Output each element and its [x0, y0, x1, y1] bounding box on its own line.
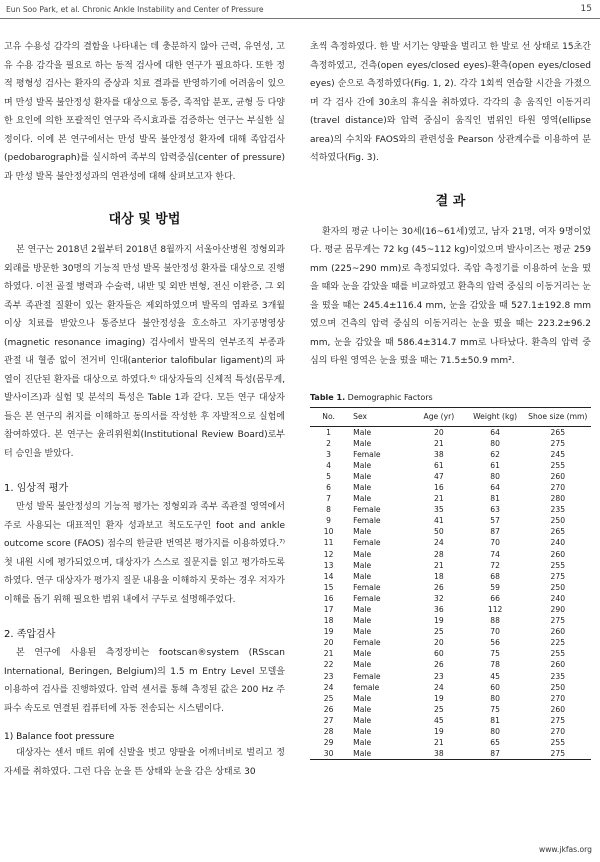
cell-sex: Male: [353, 527, 372, 537]
table-row: [310, 626, 591, 637]
cell-sex: Female: [353, 505, 381, 515]
cell-weight: 80: [490, 693, 500, 703]
cell-shoe-size: 255: [550, 649, 566, 659]
cell-sex: Female: [353, 449, 381, 459]
left-column: [4, 38, 285, 781]
section-2-1-heading: 1) Balance foot pressure: [4, 732, 115, 742]
results-paragraph: 환자의 평균 나이는 30세(16~61세)였고, 남자 21명, 여자 9명이었다. 평균 몸무게는 72 kg (45~112 kg)이었으며 발사이즈는 평균 259 mm (225~290 mm)로 측정되었다. 족압 측정기를 이용하여 눈을 떴을 때와 눈을 감았을 때를 비교하였고 환측의 압력 중심의 이동거리는 눈을 떴을 때는 245.4±116.4 mm, 눈을 감았을 때 527.1±192.8 mm였으며 건측의 압력 중심의 이동거리는 눈을 떴을 때는 223.2±96.2 mm, 눈을 감았을 때 586.4±314.7 mm로 나타났다. 환측의 압력 중심의 타원 영역은 눈을 떴을 때는 71.5±50.9 mm².: [310, 226, 591, 366]
cell-no: 26: [323, 704, 334, 714]
methods-heading: 대상 및 방법: [108, 212, 181, 227]
cell-weight: 65: [490, 738, 500, 748]
cell-age: 26: [434, 660, 444, 670]
cell-weight: 80: [490, 438, 500, 448]
cell-no: 22: [323, 660, 334, 670]
cell-sex: Male: [353, 627, 372, 637]
table-row: [310, 493, 591, 504]
cell-weight: 70: [490, 627, 500, 637]
cell-sex: Female: [353, 516, 381, 526]
table-row: [310, 615, 591, 626]
section-1-heading: 1. 임상적 평가: [4, 483, 69, 494]
table-header-row: [310, 407, 591, 426]
cell-age: 19: [434, 693, 444, 703]
table-row: [310, 526, 591, 537]
cell-sex: Male: [347, 748, 412, 760]
table-row: [310, 604, 591, 615]
cell-age: 16: [434, 482, 444, 492]
cell-weight: 56: [490, 638, 500, 648]
cell-sex: Male: [353, 427, 372, 437]
cell-no: 11: [323, 538, 334, 548]
cell-shoe-size: 255: [550, 460, 566, 470]
cell-no: 19: [323, 627, 334, 637]
section-1-paragraph: 만성 발목 불안정성의 기능적 평가는 정형외과 족부 족관절 영역에서 주로 사용되는 대표적인 환자 성과보고 척도도구인 foot and ankle outcome score (FAOS) 점수의 한글판 번역본 평가지를 이용하였다.⁷⁾ 첫 내원 시에 평가되었으며, 대상자가 스스로 질문지를 읽고 평가하도록 하였다. 연구 대상자가 평가지 질문 내용을 이해하지 못하는 경우 저자가 이해를 돕기 위해 필요한 범위 내에서 구두로 설명해주었다.: [4, 502, 285, 605]
cell-shoe-size: 255: [550, 738, 566, 748]
cell-no: 4: [326, 460, 331, 470]
cell-no: 14: [323, 571, 334, 581]
cell-no: 10: [323, 527, 334, 537]
cell-weight: 45: [490, 671, 500, 681]
cell-shoe-size: 275: [550, 438, 566, 448]
cell-sex: Male: [353, 571, 372, 581]
col-header-no: No.: [310, 407, 347, 426]
table-row: [310, 460, 591, 471]
table-row: [310, 704, 591, 715]
cell-no: 24: [323, 682, 334, 692]
cell-age: 21: [434, 738, 444, 748]
cell-weight: 112: [487, 605, 503, 614]
cell-no: 2: [326, 438, 331, 448]
running-head-text: Eun Soo Park, et al. Chronic Ankle Instability and Center of Pressure: [6, 5, 264, 14]
cell-no: 25: [323, 693, 334, 703]
table-row: [310, 482, 591, 493]
cell-no: 17: [323, 605, 334, 614]
cell-weight: 64: [490, 427, 500, 437]
demographic-table: [310, 407, 591, 761]
cell-age: 20: [434, 427, 444, 437]
cell-shoe-size: 275: [550, 616, 566, 626]
cell-shoe-size: 260: [550, 471, 566, 481]
cell-age: 32: [434, 593, 444, 603]
cell-no: 5: [326, 471, 331, 481]
cell-weight: 61: [490, 460, 500, 470]
cell-weight: 72: [490, 560, 500, 570]
table-caption: [310, 393, 591, 402]
cell-age: 61: [434, 460, 444, 470]
cell-shoe-size: 260: [550, 627, 566, 637]
cell-shoe-size: 290: [550, 605, 566, 614]
cell-no: 28: [323, 727, 334, 737]
cell-weight: 75: [490, 649, 500, 659]
table-row: [310, 571, 591, 582]
cell-shoe-size: 275: [550, 715, 566, 725]
cell-sex: Female: [353, 671, 381, 681]
cell-no: 16: [323, 593, 334, 603]
table-row: [310, 748, 591, 760]
table-row: [310, 659, 591, 670]
cell-weight: 87: [466, 748, 525, 760]
cell-shoe-size: 250: [550, 516, 566, 526]
cell-shoe-size: 250: [550, 582, 566, 592]
cell-no: 20: [323, 638, 334, 648]
cell-no: 13: [323, 560, 334, 570]
cell-weight: 80: [490, 727, 500, 737]
cell-sex: Male: [353, 460, 372, 470]
cell-weight: 75: [490, 704, 500, 714]
results-heading: 결 과: [435, 193, 466, 209]
methods-paragraph: 본 연구는 2018년 2월부터 2018년 8월까지 서울아산병원 정형외과 외래를 방문한 30명의 기능적 만성 발목 불안정성 환자를 대상으로 진행하였다. 이전 골절 병력과 수술력, 내반 및 외반 변형, 전신 이완증, 그 외 족부 족관절 질환이 있는 환자들은 제외하였으며 발목의 염좌로 3개월 이상 치료를 받았으나 통증보다 불안정성을 호소하고 자기공명영상(magnetic resonance imaging) 검사에서 발목의 연부조직 부종과 관절 내 혈종 없이 전거비 인대(anterior talofibular ligament)의 파열이 진단된 환자를 대상으로 하였다.⁶⁾ 대상자들의 신체적 특성(몸무게, 발사이즈)과 실험 및 분석의 특성은 Table 1과 같다. 모든 연구 대상자들은 본 연구의 취지를 이해하고 동의서를 작성한 후 자발적으로 실험에 참여하였다. 본 연구는 윤리위원회(Institutional Review Board)로부터 승인을 받았다.: [4, 245, 285, 459]
cell-sex: Male: [353, 649, 372, 659]
cell-no: 9: [326, 516, 331, 526]
cell-shoe-size: 240: [550, 538, 566, 548]
cell-weight: 81: [490, 494, 500, 504]
cell-age: 24: [434, 682, 444, 692]
table-row: [310, 648, 591, 659]
table-caption-label: Table 1.: [310, 392, 346, 402]
cell-sex: Male: [353, 738, 372, 748]
table-caption-text: Demographic Factors: [347, 392, 433, 402]
continued-paragraph: 초씩 측정하였다. 한 발 서기는 양팔을 벌리고 한 발로 선 상태로 15초간 측정하였고, 건측(open eyes/closed eyes)-환측(open eyes/closed eyes) 순으로 측정하였다(Fig. 1, 2). 각각 1회씩 연습할 시간을 가졌으며 각 검사 간에 30초의 휴식을 취하였다. 각각의 총 움직인 이동거리(travel distance)와 압력 중심이 움직인 범위인 타원 영역(ellipse area)의 수치와 FAOS와의 관련성을 Pearson 상관계수를 이용하여 분석하였다(Fig. 3).: [310, 42, 591, 163]
cell-age: 47: [434, 471, 444, 481]
cell-age: 25: [434, 627, 444, 637]
table-row: [310, 438, 591, 449]
cell-age: 36: [434, 605, 444, 614]
col-header-sex: Sex: [347, 407, 412, 426]
cell-shoe-size: 260: [550, 704, 566, 714]
cell-age: 26: [434, 582, 444, 592]
section-2-heading: 2. 족압검사: [4, 629, 56, 640]
cell-age: 18: [434, 571, 444, 581]
cell-shoe-size: 265: [550, 427, 566, 437]
cell-age: 38: [434, 449, 444, 459]
cell-age: 45: [434, 715, 444, 725]
cell-no: 3: [326, 449, 331, 459]
cell-no: 21: [323, 649, 334, 659]
cell-shoe-size: 260: [550, 660, 566, 670]
intro-paragraph: 고유 수용성 감각의 결함을 나타내는 데 충분하지 않아 근력, 유연성, 고유 수용 감각을 필요로 하는 동적 검사에 대한 연구가 필요하다. 또한 정적 평형성 검사는 환자의 증상과 치료 결과를 반영하기에 어려움이 있으며 만성 발목 불안정성 환자를 대상으로 통증, 족적압 분포, 균형 등 다양한 요인에 의한 포괄적인 연구와 즉시효과를 검증하는 연구는 부실한 실정이다. 이에 본 연구에서는 만성 발목 불안정성 환자에 대해 족압검사(pedobarograph)를 실시하여 족부의 압력중심(center of pressure)과 만성 발목 불안정성과의 연관성에 대해 살펴보고자 한다.: [4, 42, 285, 182]
col-header-shoe-size: Shoe size (mm): [525, 407, 591, 426]
running-header: [0, 0, 600, 19]
table-row: [310, 560, 591, 571]
cell-no: 7: [326, 494, 331, 504]
table-row: [310, 737, 591, 748]
cell-shoe-size: 245: [550, 449, 566, 459]
cell-no: 1: [326, 427, 331, 437]
cell-weight: 80: [490, 471, 500, 481]
cell-sex: Male: [353, 727, 372, 737]
cell-sex: Male: [353, 560, 372, 570]
cell-shoe-size: 255: [550, 560, 566, 570]
table-row: [310, 671, 591, 682]
cell-sex: Male: [353, 494, 372, 504]
cell-age: 28: [434, 549, 444, 559]
table-row: [310, 715, 591, 726]
cell-no: 27: [323, 715, 334, 725]
cell-sex: Male: [353, 616, 372, 626]
cell-weight: 88: [490, 616, 500, 626]
cell-shoe-size: 280: [550, 494, 566, 504]
right-column: [310, 38, 591, 760]
cell-no: 6: [326, 482, 331, 492]
cell-shoe-size: 225: [550, 638, 566, 648]
cell-no: 15: [323, 582, 334, 592]
table-row: [310, 693, 591, 704]
cell-sex: Male: [353, 549, 372, 559]
cell-sex: Female: [353, 582, 381, 592]
cell-sex: Male: [353, 715, 372, 725]
table-body: [310, 426, 591, 760]
col-header-age: Age (yr): [412, 407, 466, 426]
table-row: [310, 682, 591, 693]
cell-age: 24: [434, 538, 444, 548]
cell-weight: 66: [490, 593, 500, 603]
cell-no: 18: [323, 616, 334, 626]
cell-weight: 70: [490, 538, 500, 548]
cell-sex: Male: [353, 605, 372, 614]
cell-shoe-size: 275: [525, 748, 591, 760]
cell-weight: 87: [490, 527, 500, 537]
cell-no: 29: [323, 738, 334, 748]
cell-sex: female: [353, 682, 380, 692]
cell-shoe-size: 265: [550, 527, 566, 537]
cell-age: 21: [434, 560, 444, 570]
table-row: [310, 549, 591, 560]
cell-weight: 64: [490, 482, 500, 492]
cell-weight: 57: [490, 516, 500, 526]
table-row: [310, 504, 591, 515]
cell-shoe-size: 250: [550, 682, 566, 692]
cell-age: 23: [434, 671, 444, 681]
cell-age: 21: [434, 438, 444, 448]
cell-shoe-size: 260: [550, 549, 566, 559]
table-row: [310, 537, 591, 548]
cell-weight: 78: [490, 660, 500, 670]
cell-age: 38: [412, 748, 466, 760]
cell-sex: Male: [353, 660, 372, 670]
col-header-weight: Weight (kg): [466, 407, 525, 426]
cell-weight: 59: [490, 582, 500, 592]
cell-no: 23: [323, 671, 334, 681]
cell-age: 19: [434, 616, 444, 626]
table-row: [310, 726, 591, 737]
cell-age: 50: [434, 527, 444, 537]
cell-sex: Female: [353, 538, 381, 548]
cell-weight: 81: [490, 715, 500, 725]
cell-sex: Female: [353, 638, 381, 648]
cell-weight: 68: [490, 571, 500, 581]
cell-no: 30: [310, 748, 347, 760]
cell-shoe-size: 270: [550, 727, 566, 737]
table-row: [310, 471, 591, 482]
cell-shoe-size: 235: [550, 671, 566, 681]
table-row: [310, 515, 591, 526]
cell-weight: 60: [490, 682, 500, 692]
section-2-1-paragraph: 대상자는 센서 매트 위에 신발을 벗고 양팔을 어깨너비로 벌리고 정자세를 취하였다. 그런 다음 눈을 뜬 상태와 눈을 감은 상태로 30: [4, 748, 285, 777]
table-row: [310, 593, 591, 604]
cell-age: 19: [434, 727, 444, 737]
table-row: [310, 582, 591, 593]
cell-sex: Male: [353, 438, 372, 448]
cell-sex: Male: [353, 704, 372, 714]
cell-sex: Male: [353, 482, 372, 492]
cell-age: 60: [434, 649, 444, 659]
cell-shoe-size: 275: [550, 571, 566, 581]
cell-sex: Female: [353, 593, 381, 603]
cell-sex: Male: [353, 471, 372, 481]
footer-url: www.jkfas.org: [538, 845, 592, 854]
cell-age: 41: [434, 516, 444, 526]
table-row: [310, 637, 591, 648]
cell-weight: 74: [490, 549, 500, 559]
page-number: 15: [580, 4, 592, 14]
cell-shoe-size: 270: [550, 693, 566, 703]
cell-shoe-size: 240: [550, 593, 566, 603]
cell-no: 12: [323, 549, 334, 559]
cell-shoe-size: 235: [550, 505, 566, 515]
cell-age: 21: [434, 494, 444, 504]
cell-sex: Male: [353, 693, 372, 703]
cell-weight: 63: [490, 505, 500, 515]
cell-age: 35: [434, 505, 444, 515]
cell-weight: 62: [490, 449, 500, 459]
table-row: [310, 449, 591, 460]
table-row: [310, 426, 591, 438]
cell-age: 25: [434, 704, 444, 714]
cell-shoe-size: 270: [550, 482, 566, 492]
cell-age: 20: [434, 638, 444, 648]
section-2-paragraph: 본 연구에 사용된 측정장비는 footscan®system (RSscan International, Beringen, Belgium)의 1.5 m Entry Level 모델을 이용하여 검사를 진행하였다. 압력 센서를 통해 측정된 값은 200 Hz 주파수 속도로 연결된 컴퓨터에 자동 전송되는 시스템이다.: [4, 648, 285, 714]
cell-no: 8: [326, 505, 331, 515]
